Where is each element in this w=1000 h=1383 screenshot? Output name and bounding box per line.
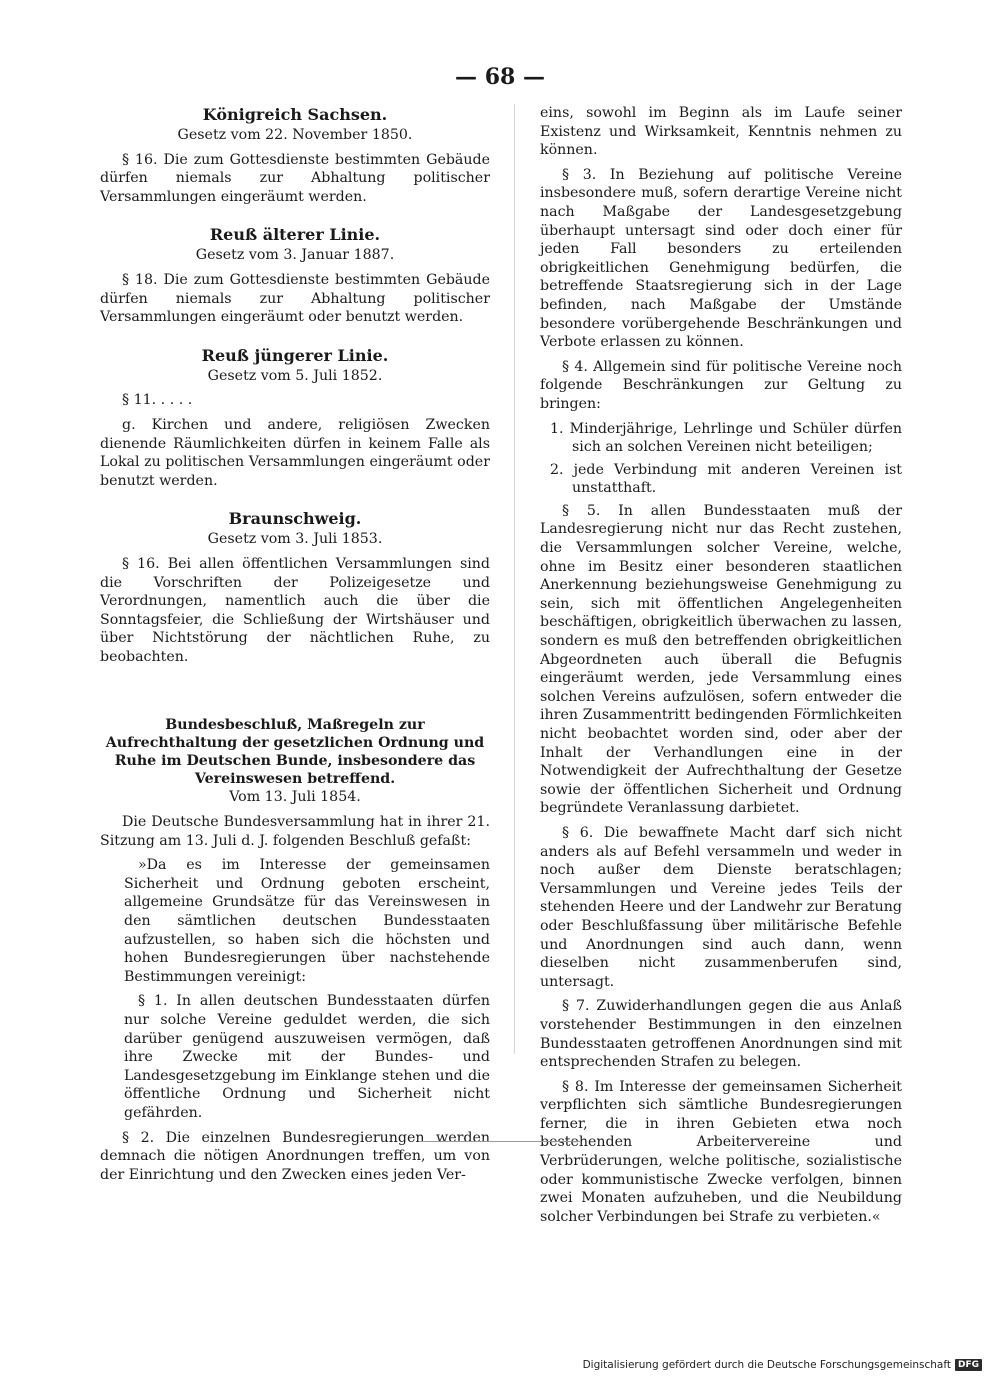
dfg-credit [583, 1359, 982, 1371]
column-divider [514, 104, 515, 1054]
section-3: § 3. In Beziehung auf politische Vereine insbesondere muß, sofern derartige Vereine nicht nach Maßgabe der Landesgesetzgebung überhaupt untersagt sind oder doch einer für jeden Fall besonders zu erteilenden obrigkeitlichen Genehmigung bedürfen, die betreffende Staatsregierung sich in der Lage befinden, nach Maßgabe der Umstände besondere vorübergehende Beschränkungen und Verbote erlassen zu können. [540, 166, 902, 351]
section-8: § 8. Im Interesse der gemeinsamen Sicherheit verpflichten sich sämtliche Bundesregierungen ferner, die in ihren Gebieten etwa noch bestehenden Arbeitervereine und Verbrüderungen, welche politische, sozialistische oder kommunistische Zwecke verfolgen, binnen zwei Monaten aufzuheben, und die Neubildung solcher Verbindungen bei Strafe zu verbieten.« [540, 1078, 902, 1225]
section-title-reuss-aelterer: Reuß älterer Linie. [209, 225, 381, 245]
section-2-continuation: eins, sowohl im Beginn als im Laufe seiner Existenz und Wirksamkeit, Kenntnis nehmen zu können. [540, 105, 902, 159]
bundesbeschluss-date: Vom 13. Juli 1854. [229, 789, 361, 806]
paragraph-reuss-aelterer-18: § 18. Die zum Gottesdienste bestimmten Gebäude dürfen niemals zur Abhaltung politischer Versammlungen eingeräumt oder benutzt werden. [100, 271, 490, 326]
section-title-braunschweig: Braunschweig. [228, 509, 362, 529]
law-date-reuss-juengerer: Gesetz vom 5. Juli 1852. [207, 367, 383, 384]
bundesbeschluss-title: Bundesbeschluß, Maßregeln zur Aufrechthaltung der gesetzlichen Ordnung und Ruhe im Deutschen Bunde, insbesondere das Vereinswesen betreffend. [105, 717, 485, 788]
section-4: § 4. Allgemein sind für politische Vereine noch folgende Beschränkungen zur Geltung zu bringen: [540, 358, 902, 412]
bundesbeschluss-section-1: § 1. In allen deutschen Bundesstaaten dürfen nur solche Vereine geduldet werden, die sich darüber genügend auszuweisen vermögen, daß ihre Zwecke mit der Bundes- und Landesgesetzgebung im Einklange stehen und die öffentliche Ordnung und Sicherheit nicht gefährden. [124, 993, 490, 1121]
paragraph-reuss-juengerer-11: § 11. . . . . [122, 392, 193, 409]
section-6: § 6. Die bewaffnete Macht darf sich nicht anders als auf Befehl versammeln und weder in noch außer dem Dienste beratschlagen; Versammlungen und Vereine jedes Teils der stehenden Heere und der Landwehr zur Beratung oder Beschlußfassung über militärische Befehle und Anordnungen sind auch dann, wenn dieselben nicht zusammenberufen sind, untersagt. [540, 824, 902, 990]
section-7: § 7. Zuwiderhandlungen gegen die aus Anlaß vorstehender Bestimmungen in den einzelnen Bundesstaaten getroffenen Anordnungen sind mit entsprechenden Strafen zu belegen. [540, 998, 902, 1071]
paragraph-braunschweig-16: § 16. Bei allen öffentlichen Versammlungen sind die Vorschriften der Polizeigesetze und Verordnungen, namentlich auch die über die Sonntagsfeier, die Schließung der Wirtshäuser und über Nichtstörung der nächtlichen Ruhe, zu beobachten. [100, 555, 490, 665]
right-column [540, 104, 902, 1232]
section-title-reuss-juengerer: Reuß jüngerer Linie. [201, 345, 389, 365]
left-column [100, 104, 490, 1190]
bundesbeschluss-intro: Die Deutsche Bundesversammlung hat in ihrer 21. Sitzung am 13. Juli d. J. folgenden Beschluß gefaßt: [100, 814, 490, 849]
bundesbeschluss-quote [124, 856, 490, 1122]
law-date-reuss-aelterer: Gesetz vom 3. Januar 1887. [195, 247, 395, 264]
law-date-sachsen: Gesetz vom 22. November 1850. [177, 127, 413, 143]
section-5: § 5. In allen Bundesstaaten muß der Landesregierung nicht nur das Recht zustehen, die Versammlungen solcher Vereine, welche, ohne im Besitz einer besonderen staatlichen Anerkennung beziehungsweise Genehmigung zu sein, sich mit öffentlichen Angelegenheiten beschäftigen, obrigkeitlich überwachen zu lassen, sondern es muß den betreffenden obrigkeitlichen Abgeordneten auch überall die Befugnis eingeräumt werden, jede Versammlung eines solchen Vereins aufzulösen, sofern entweder die ihren Zusammentritt bedingenden Förmlichkeiten nicht beobachtet worden sind, oder aber der Inhalt der Verhandlungen eine in der Notwendigkeit der Aufrechthaltung der Gesetze sowie der öffentlichen Sicherheit und Ordnung begründete Veranlassung darbietet. [540, 502, 902, 817]
section-4-item-1: 1. Minderjährige, Lehrlinge und Schüler dürfen sich an solchen Vereinen nicht beteiligen; [550, 420, 902, 456]
dfg-logo-icon: DFG [955, 1359, 982, 1371]
bundesbeschluss-preamble: »Da es im Interesse der gemeinsamen Sicherheit und Ordnung geboten erscheint, allgemeine Grundsätze für das Vereinswesen in den sämtlichen deutschen Bundesstaaten aufzustellen, so haben sich die höchsten und hohen Bundesregierungen über nachstehende Bestimmungen vereinigt: [124, 857, 490, 985]
page-number: — 68 — [455, 64, 545, 90]
dfg-credit-text: Digitalisierung gefördert durch die Deutsche Forschungsgemeinschaft [582, 1359, 951, 1371]
bundesbeschluss-section-2: § 2. Die einzelnen Bundesregierungen werden demnach die nötigen Anordnungen treffen, um von der Einrichtung und den Zwecken eines jeden Ver- [100, 1129, 490, 1183]
section-title-sachsen: Königreich Sachsen. [202, 105, 388, 124]
law-date-braunschweig: Gesetz vom 3. Juli 1853. [207, 531, 383, 548]
footer-rule [420, 1141, 580, 1142]
section-4-item-2: 2. jede Verbindung mit anderen Vereinen ist unstatthaft. [550, 461, 902, 497]
paragraph-sachsen-16: § 16. Die zum Gottesdienste bestimmten Gebäude dürfen niemals zur Abhaltung politischer Versammlungen eingeräumt werden. [100, 151, 490, 205]
paragraph-reuss-juengerer-g: g. Kirchen und andere, religiösen Zwecken dienende Räumlichkeiten dürfen in keinem Falle als Lokal zu politischen Versammlungen eingeräumt oder benutzt werden. [100, 416, 490, 489]
